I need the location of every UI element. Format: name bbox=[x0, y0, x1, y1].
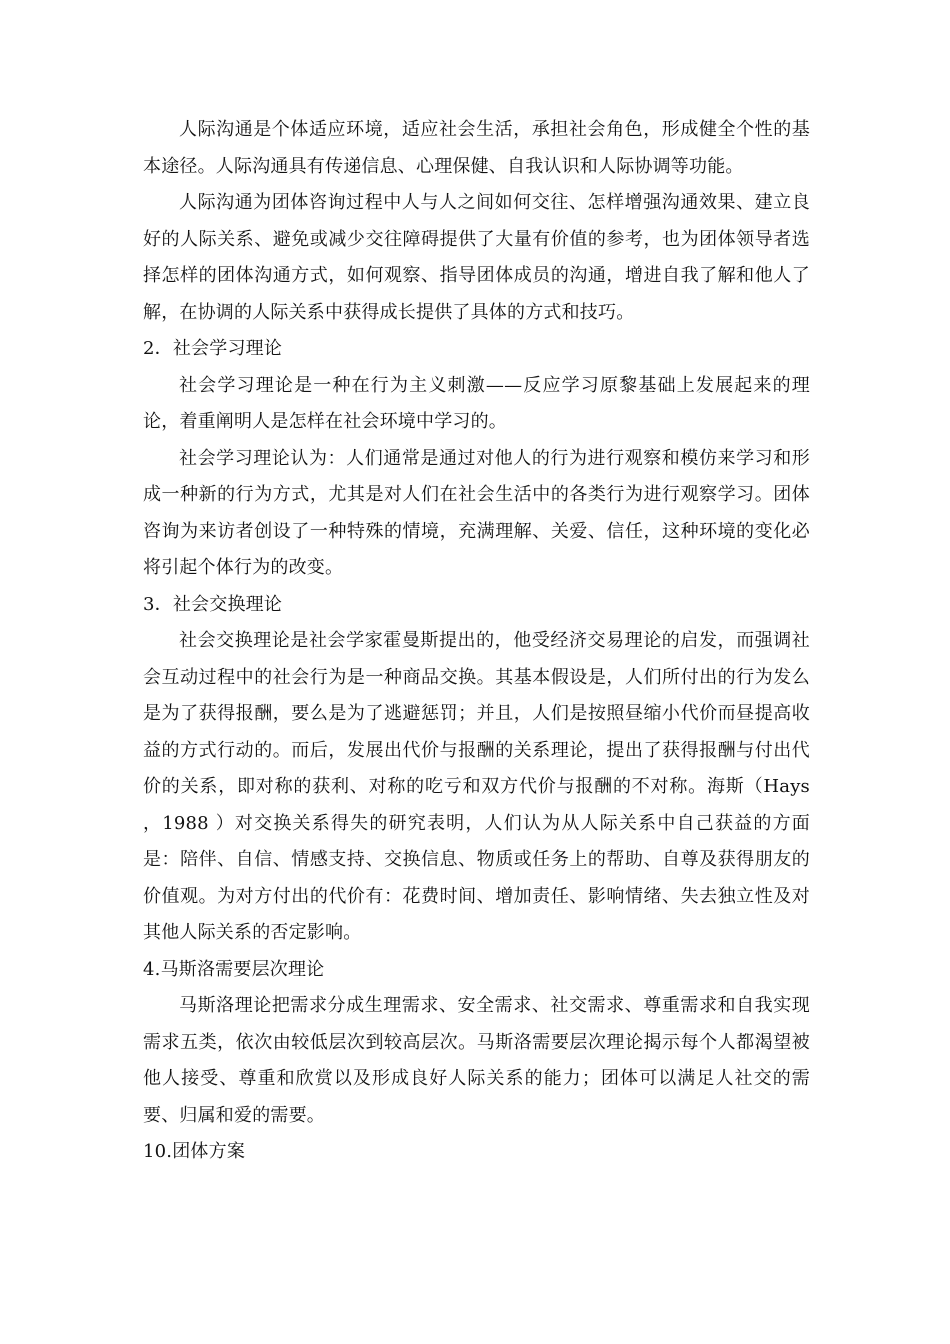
paragraph-social-learning-definition: 社会学习理论是一种在行为主义刺激——反应学习原黎基础上发展起来的理论，着重阐明人是怎样在社会环境中学习的。 bbox=[143, 374, 810, 432]
paragraph-communication-in-group: 人际沟通为团体咨询过程中人与人之间如何交往、怎样增强沟通效果、建立良好的人际关系、避免或减少交往障碍提供了大量有价值的参考，也为团体领导者选择怎样的团体沟通方式，如何观察、指导团体成员的沟通，增进自我了解和他人了解，在协调的人际关系中获得成长提供了具体的方式和技巧。 bbox=[143, 192, 810, 323]
section-heading-social-exchange: 3．社会交换理论 bbox=[143, 593, 283, 615]
document-body bbox=[143, 112, 810, 1171]
paragraph-social-exchange: 社会交换理论是社会学家霍曼斯提出的，他受经济交易理论的启发，而强调社会互动过程中的社会行为是一种商品交换。其基本假设是，人们所付出的行为发么是为了获得报酬，要么是为了逃避惩罚；并且，人们是按照昼缩小代价而昼提高收益的方式行动的。而后，发展出代价与报酬的关系理论，提出了获得报酬与付出代价的关系，即对称的获利、对称的吃亏和双方代价与报酬的不对称。海斯（Hays ，1988 ）对交换关系得失的研究表明，人们认为从人际关系中自己获益的方面是：陪伴、自信、情感支持、交换信息、物质或任务上的帮助、自尊及获得朋友的价值观。为对方付出的代价有：花费时间、增加责任、影响情绪、失去独立性及对其他人际关系的否定影响。 bbox=[143, 630, 810, 943]
paragraph-maslow: 马斯洛理论把需求分成生理需求、安全需求、社交需求、尊重需求和自我实现需求五类，依次由较低层次到较高层次。马斯洛需要层次理论揭示每个人都渴望被他人接受、尊重和欣赏以及形成良好人际关系的能力；团体可以满足人社交的需要、归属和爱的需要。 bbox=[143, 995, 810, 1126]
paragraph-interpersonal-communication: 人际沟通是个体适应环境，适应社会生活，承担社会角色，形成健全个性的基本途径。人际沟通具有传递信息、心理保健、自我认识和人际协调等功能。 bbox=[143, 119, 810, 177]
paragraph-social-learning-view: 社会学习理论认为：人们通常是通过对他人的行为进行观察和模仿来学习和形成一种新的行为方式，尤其是对人们在社会生活中的各类行为进行观察学习。团体咨询为来访者创设了一种特殊的情境，充满理解、关爱、信任，这种环境的变化必将引起个体行为的改变。 bbox=[143, 447, 810, 578]
section-heading-social-learning: 2．社会学习理论 bbox=[143, 338, 283, 359]
section-heading-group-plan: 10.团体方案 bbox=[143, 1141, 246, 1162]
section-heading-maslow: 4.马斯洛需要层次理论 bbox=[143, 958, 325, 980]
